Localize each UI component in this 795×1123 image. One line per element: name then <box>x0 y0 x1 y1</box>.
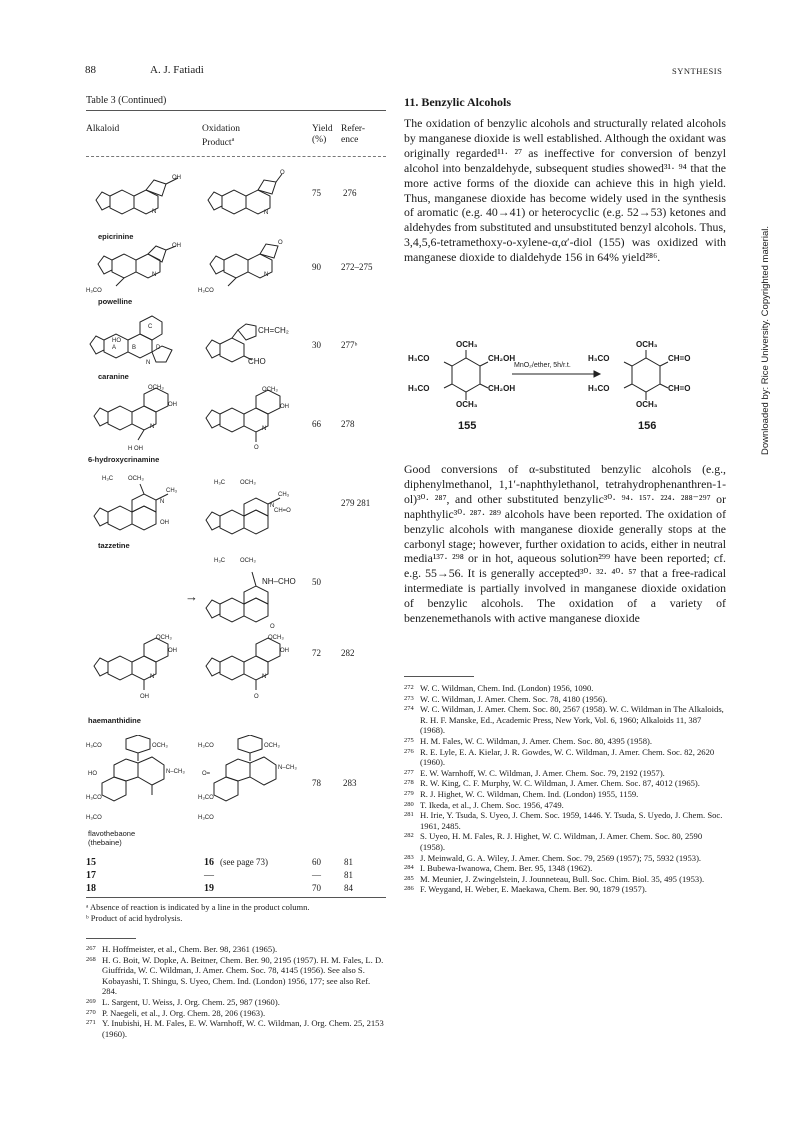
product-cho: CHO <box>248 357 266 366</box>
yield-value: 90 <box>312 262 321 272</box>
svg-text:H₃C: H₃C <box>214 480 226 486</box>
reference-item <box>404 863 726 874</box>
references-left <box>86 944 384 1039</box>
ref-value: 272–275 <box>341 262 373 272</box>
svg-text:OH: OH <box>140 694 149 700</box>
reference-number: 279 <box>404 789 414 797</box>
reference-text: R. W. King, C. F. Murphy, W. C. Wildman, J. Amer. Chem. Soc. 87, 4012 (1965). <box>420 778 700 789</box>
structure-epicrinine <box>88 170 188 230</box>
reference-text: T. Ikeda, et al., J. Chem. Soc. 1956, 4749. <box>420 799 564 810</box>
alkaloid-name: epicrinine <box>98 232 134 241</box>
svg-text:OH: OH <box>280 404 289 410</box>
svg-text:OCH₃: OCH₃ <box>152 743 168 749</box>
reference-text: E. W. Warnhoff, W. C. Wildman, J. Amer. Chem. Soc. 79, 2192 (1957). <box>420 767 665 778</box>
compound-rows <box>86 856 386 895</box>
reference-number: 284 <box>404 864 414 872</box>
reference-item <box>86 944 384 955</box>
reference-text: H. G. Boit, W. Dopke, A. Beitner, Chem. Ber. 90, 2195 (1957). H. M. Fales, L. D. Giuffrida, W. C. Wildman, J. Amer. Chem. Soc. 78, 4145 (1956). See also S. Kobayashi, T. Shingu, S. Uyeo, Chem. Ind. (London) 1956, 177; see also Ref. 284. <box>102 954 384 997</box>
table-row: 15 16 (see page 73) 60 81 <box>86 857 353 868</box>
svg-text:O=: O= <box>202 771 211 777</box>
reference-text: W. C. Wildman, Chem. Ind. (London) 1956, 1090. <box>420 683 594 693</box>
reference-item <box>86 1008 384 1019</box>
reference-text: I. Bubewa-Iwanowa, Chem. Ber. 95, 1348 (1962). <box>420 863 593 874</box>
structure-tazzetine <box>88 470 198 542</box>
reference-number: 280 <box>404 800 414 808</box>
reference-item <box>404 704 726 736</box>
structure-flavothebaone-product <box>198 735 310 823</box>
reference-item <box>404 768 726 779</box>
section-para-1: The oxidation of benzylic alcohols and structurally related alcohols by manganese dioxide is well established. Although the oxidant was originally regarded¹¹· ²⁷ as ineffective for conversion of benzyl alcohol into benzaldehyde, subsequent studies showed³¹· ⁹⁴ that the more active forms of the dioxide can achieve this in high yield. Thus, manganese dioxide has become widely used in the synthesis of aromatic (e.g. 40→41) or heterocyclic (e.g. 52→53) ketones and aldehydes from substituted and unsubstituted benzyl alcohols. Thus, 3,4,5,6-tetramethoxy-o-xylene-α,α′-diol (155) was oxidized with manganese dioxide to dialdehyde 156 in 64% yield²⁸⁶. <box>404 116 726 265</box>
svg-text:OCH₃: OCH₃ <box>240 480 256 486</box>
svg-text:N–CH₃: N–CH₃ <box>278 765 297 771</box>
svg-text:H₃C: H₃C <box>214 558 226 564</box>
reference-item <box>404 884 726 895</box>
col-alkaloid: Alkaloid <box>86 124 120 134</box>
svg-text:O: O <box>280 170 285 176</box>
reference-text: H. M. Fales, W. C. Wildman, J. Amer. Chem. Soc. 80, 4395 (1958). <box>420 735 653 746</box>
svg-text:N: N <box>160 499 165 505</box>
svg-text:OH: OH <box>168 648 177 654</box>
svg-text:B: B <box>132 345 137 351</box>
yield-value: 66 <box>312 419 321 429</box>
svg-text:HO: HO <box>88 771 97 777</box>
structure-epicrinine-product <box>200 168 290 228</box>
structure-tazzetine-product-2 <box>200 552 300 632</box>
table-row: 17 — — 81 <box>86 870 353 881</box>
reagent-label: MnO₂/ether, 5h/r.t. <box>514 362 571 369</box>
compound-label-155: 155 <box>458 420 477 432</box>
svg-text:H₃CO: H₃CO <box>86 815 102 821</box>
reference-text: W. C. Wildman, J. Amer. Chem. Soc. 78, 4180 (1956). <box>420 693 608 704</box>
reaction-scheme: OCH₃ H₃CO CH₂OH H₃CO CH₂OH OCH₃ MnO₂/ether, 5h/r.t. OCH₃ H₃CO CH=O H₃CO CH=O OCH₃ 155 156 <box>408 340 691 432</box>
svg-text:N: N <box>146 360 151 366</box>
reference-text: S. Uyeo, H. M. Fales, R. J. Highet, W. C. Wildman, J. Amer. Chem. Soc. 80, 2590 (1958). <box>420 831 703 852</box>
svg-text:H₃CO: H₃CO <box>198 795 214 801</box>
svg-text:N–CH₃: N–CH₃ <box>166 769 185 775</box>
svg-text:H₃CO: H₃CO <box>86 743 102 749</box>
reference-text: R. E. Lyle, E. A. Kielar, J. R. Gowdes, W. C. Wildman, J. Amer. Chem. Soc. 82, 2620 (1960). <box>420 746 715 768</box>
yield-value: 78 <box>312 778 321 788</box>
svg-text:C: C <box>148 324 153 330</box>
svg-text:O: O <box>270 624 275 630</box>
svg-text:OCH₃: OCH₃ <box>128 476 144 482</box>
table-top-rule <box>86 110 386 111</box>
footnote: ᵃ Absence of reaction is indicated by a line in the product column. <box>86 902 310 912</box>
alkaloid-name: 6-hydroxycrinamine <box>88 455 160 464</box>
ref-value: 279 281 <box>341 498 371 508</box>
svg-text:N: N <box>152 272 157 278</box>
reference-text: L. Sargent, U. Weiss, J. Org. Chem. 25, 987 (1960). <box>102 996 280 1007</box>
yield-value: 50 <box>312 577 321 587</box>
table-title: Table 3 (Continued) <box>86 95 167 106</box>
reference-number: 281 <box>404 811 414 819</box>
reference-item <box>404 747 726 768</box>
reference-text: H. Irie, Y. Tsuda, S. Uyeo, J. Chem. Soc. 1959, 1446. Y. Tsuda, S. Uyedo, J. Chem. Soc. 1961, 2485. <box>420 810 723 831</box>
structure-powelline <box>86 238 196 296</box>
structure-6-hydroxycrinamine <box>88 382 198 452</box>
svg-text:CH=O: CH=O <box>274 508 291 514</box>
reference-number: 274 <box>404 705 414 713</box>
svg-text:OCH₃: OCH₃ <box>156 635 172 641</box>
ref-value: 277ᵇ <box>341 340 358 350</box>
reference-text: R. J. Highet, W. C. Wildman, Chem. Ind. (London) 1955, 1159. <box>420 788 639 799</box>
table-footnotes <box>86 902 386 924</box>
reference-item <box>404 800 726 811</box>
svg-text:CH₃: CH₃ <box>278 492 290 498</box>
alkaloid-name: flavothebaone (thebaine) <box>88 829 136 847</box>
further-oxidation-arrow: → <box>185 589 198 604</box>
reference-text: J. Meinwald, G. A. Wiley, J. Amer. Chem. Soc. 79, 2569 (1957); 75, 5932 (1953). <box>420 852 702 863</box>
col-product: Oxidation Product$^a$ <box>202 124 240 149</box>
table-header-rule <box>86 156 386 157</box>
yield-value: 30 <box>312 340 321 350</box>
reference-text: F. Weygand, H. Weber, E. Maekawa, Chem. Ber. 90, 1879 (1957). <box>420 884 647 895</box>
svg-text:H₃CO: H₃CO <box>198 288 214 294</box>
svg-text:OH: OH <box>172 243 181 249</box>
reference-number: 286 <box>404 885 414 893</box>
svg-text:N: N <box>262 674 267 680</box>
svg-text:OH: OH <box>280 648 289 654</box>
svg-text:H OH: H OH <box>128 446 143 452</box>
svg-text:H₃C: H₃C <box>102 476 114 482</box>
svg-text:OH: OH <box>172 175 181 181</box>
reference-text: Y. Inubishi, H. M. Fales, E. W. Warnhoff, W. C. Wildman, J. Org. Chem. 25, 2153 (1960). <box>102 1018 384 1039</box>
structure-tazzetine-product <box>200 474 300 544</box>
structure-flavothebaone <box>86 735 198 823</box>
reference-text: M. Meunier, J. Zwingelstein, J. Jounneteau, Bull. Soc. Chim. Biol. 35, 495 (1953). <box>420 873 705 884</box>
svg-text:H₃CO: H₃CO <box>86 288 102 294</box>
col-yield: Yield (%) <box>312 124 333 145</box>
svg-text:O: O <box>278 240 283 246</box>
product-nh-cho: NH–CHO <box>262 577 296 586</box>
svg-text:HO: HO <box>112 338 121 344</box>
reference-number: 273 <box>404 694 414 702</box>
svg-text:O: O <box>254 694 259 700</box>
reference-number: 278 <box>404 779 414 787</box>
svg-text:OCH₃: OCH₃ <box>264 743 280 749</box>
structure-haemanthidine <box>88 632 188 704</box>
alkaloid-name: powelline <box>98 297 133 306</box>
svg-text:OCH₃: OCH₃ <box>148 385 164 391</box>
svg-text:H₃CO: H₃CO <box>198 815 214 821</box>
reference-text: W. C. Wildman, J. Amer. Chem. Soc. 80, 2567 (1958). W. C. Wildman in The Alkaloids, R. H. F. Manske, Ed., Academic Press, New York, Vol. 6, 1960; Alkaloids 11, 387 (1968). <box>420 704 724 736</box>
svg-text:OH: OH <box>168 402 177 408</box>
reference-number: 271 <box>86 1019 96 1027</box>
reference-item <box>404 853 726 864</box>
reference-item <box>86 1018 384 1039</box>
svg-text:OCH₃: OCH₃ <box>268 635 284 641</box>
page-number: 88 <box>85 64 96 76</box>
svg-text:D: D <box>156 345 161 351</box>
reference-item <box>404 874 726 885</box>
structure-haemanthidine-product <box>200 632 300 704</box>
svg-text:OCH₃: OCH₃ <box>262 387 278 393</box>
reference-number: 276 <box>404 747 414 755</box>
table-bottom-rule <box>86 897 386 898</box>
reference-number: 268 <box>86 955 96 963</box>
reference-number: 270 <box>86 1008 96 1016</box>
refs-rule-right <box>404 676 474 677</box>
reference-number: 277 <box>404 768 414 776</box>
alkaloid-name: haemanthidine <box>88 716 141 725</box>
svg-text:OH: OH <box>160 520 169 526</box>
svg-text:N: N <box>264 272 269 278</box>
journal-name: SYNTHESIS <box>672 66 723 76</box>
reference-text: P. Naegeli, et al., J. Org. Chem. 28, 206 (1963). <box>102 1007 266 1018</box>
ref-value: 283 <box>343 778 357 788</box>
footnote: ᵇ Product of acid hydrolysis. <box>86 913 183 923</box>
col-reference: Refer- ence <box>341 124 366 145</box>
svg-text:N: N <box>264 210 269 216</box>
svg-text:N: N <box>270 503 275 509</box>
yield-value: 75 <box>312 188 321 198</box>
svg-text:N: N <box>152 209 157 215</box>
reference-item <box>404 831 726 852</box>
references-right <box>404 683 726 895</box>
table-row: 18 19 70 84 <box>86 883 353 894</box>
svg-text:O: O <box>254 445 259 450</box>
reference-item <box>86 997 384 1008</box>
reference-item <box>404 810 726 831</box>
ref-value: 276 <box>343 188 357 198</box>
section-title: 11. Benzylic Alcohols <box>404 95 512 109</box>
reference-item <box>86 955 384 997</box>
structure-powelline-product <box>198 238 298 296</box>
svg-text:A: A <box>112 345 117 351</box>
structure-6-hydroxycrinamine-product <box>200 384 300 450</box>
alkaloid-name: tazzetine <box>98 541 130 550</box>
svg-text:OCH₃: OCH₃ <box>240 558 256 564</box>
refs-rule-left <box>86 938 136 939</box>
reference-number: 285 <box>404 874 414 882</box>
ref-value: 278 <box>341 419 355 429</box>
reference-number: 272 <box>404 684 414 691</box>
compound-label-156: 156 <box>638 420 657 432</box>
reference-item <box>404 789 726 800</box>
reference-number: 269 <box>86 997 96 1005</box>
running-author: A. J. Fatiadi <box>150 64 204 76</box>
svg-text:N: N <box>262 426 267 432</box>
reference-number: 267 <box>86 945 96 952</box>
reference-number: 283 <box>404 853 414 861</box>
reference-number: 275 <box>404 736 414 744</box>
reference-item <box>404 694 726 705</box>
structure-caranine <box>86 312 196 372</box>
reference-number: 282 <box>404 832 414 840</box>
ref-value: 282 <box>341 648 355 658</box>
reference-item <box>404 778 726 789</box>
yield-value: 72 <box>312 648 321 658</box>
svg-text:H₃CO: H₃CO <box>198 743 214 749</box>
reference-item <box>404 736 726 747</box>
svg-text:N: N <box>150 674 155 680</box>
product-vinyl: CH=CH₂ <box>258 326 289 335</box>
svg-text:N: N <box>150 424 155 430</box>
reference-item <box>404 683 726 694</box>
svg-text:H₃CO: H₃CO <box>86 795 102 801</box>
section-para-2: Good conversions of α-substituted benzylic alcohols (e.g., diphenylmethanol, 1,1′-naphthylethanol, tetrahydrophenanthren-1-ol)³⁰· ²⁸⁷, and other substituted benzylic³⁰· ⁹⁴· ¹⁵⁷· ²²⁴· ²⁸⁸⁻²⁹⁷ or naphthylic³⁰· ²⁸⁷· ²⁸⁹ alcohols have been reported. The oxidation of benzylic alcohols with manganese dioxide generally stops at the carbonyl stage; however, further oxidation to acids, either in neutral media¹³⁷· ²⁹⁸ or in hot, aqueous solution²⁹⁹ have been reported; cf. e.g. 55→56. It is generally accepted³⁰· ³²· ⁴⁰· ⁵⁷ that a free-radical intermediate is partially involved in manganese dioxide oxidation of benzylic alcohols. The oxidation of a variety of benzenemethanols with active manganese dioxide <box>404 462 726 626</box>
download-notice: Downloaded by: Rice University. Copyrighted material. <box>760 226 771 455</box>
alkaloid-name: caranine <box>98 372 129 381</box>
svg-text:CH₃: CH₃ <box>166 488 178 494</box>
reference-text: H. Hoffmeister, et al., Chem. Ber. 98, 2361 (1965). <box>102 944 278 954</box>
